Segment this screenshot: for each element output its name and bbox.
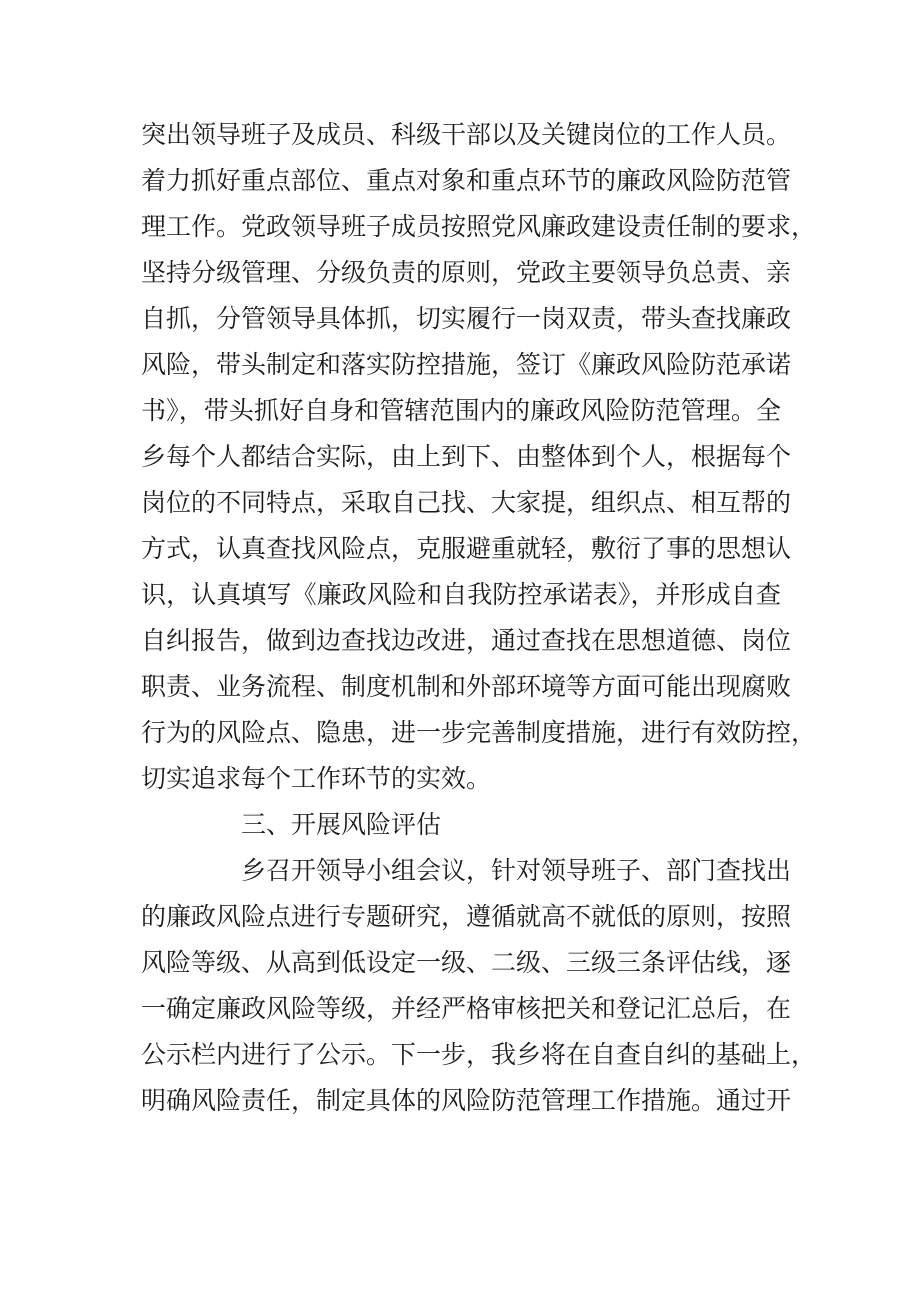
paragraph-line: 着力抓好重点部位、重点对象和重点环节的廉政风险防范管 (141, 166, 792, 195)
paragraph-line: 理工作。党政领导班子成员按照党风廉政建设责任制的要求， (141, 212, 817, 241)
document-body (141, 112, 817, 1124)
section-heading: 三、开展风险评估 (241, 810, 442, 839)
paragraph-line: 切实追求每个工作环节的实效。 (141, 764, 492, 793)
paragraph-line: 乡每个人都结合实际，由上到下、由整体到个人，根据每个 (141, 442, 792, 471)
paragraph-line: 一确定廉政风险等级，并经严格审核把关和登记汇总后，在 (141, 994, 792, 1023)
paragraph-line: 自抓，分管领导具体抓，切实履行一岗双责，带头查找廉政 (141, 304, 792, 333)
paragraph-line: 突出领导班子及成员、科级干部以及关键岗位的工作人员。 (141, 120, 792, 149)
paragraph-line: 自纠报告，做到边查找边改进，通过查找在思想道德、岗位 (141, 626, 792, 655)
paragraph-line: 的廉政风险点进行专题研究，遵循就高不就低的原则，按照 (141, 902, 792, 931)
paragraph-line: 公示栏内进行了公示。下一步，我乡将在自查自纠的基础上， (141, 1040, 817, 1069)
paragraph-line: 职责、业务流程、制度机制和外部环境等方面可能出现腐败 (141, 672, 792, 701)
paragraph-line: 方式，认真查找风险点，克服避重就轻，敷衍了事的思想认 (141, 534, 792, 563)
paragraph-line: 明确风险责任，制定具体的风险防范管理工作措施。通过开 (141, 1086, 792, 1115)
paragraph-line: 风险等级、从高到低设定一级、二级、三级三条评估线，逐 (141, 948, 792, 977)
paragraph-line: 行为的风险点、隐患，进一步完善制度措施，进行有效防控， (141, 718, 817, 747)
paragraph-line: 坚持分级管理、分级负责的原则，党政主要领导负总责、亲 (141, 258, 792, 287)
paragraph-1 (141, 112, 817, 802)
paragraph-line: 识，认真填写《廉政风险和自我防控承诺表》，并形成自查 (141, 580, 781, 609)
paragraph-line: 岗位的不同特点，采取自己找、大家提，组织点、相互帮的 (141, 488, 792, 517)
paragraph-line: 乡召开领导小组会议，针对领导班子、部门查找出 (241, 856, 792, 885)
paragraph-2 (141, 848, 817, 1124)
paragraph-line: 书》，带头抓好自身和管辖范围内的廉政风险防范管理。全 (141, 396, 781, 425)
paragraph-line: 风险，带头制定和落实防控措施，签订《廉政风险防范承诺 (141, 350, 792, 379)
